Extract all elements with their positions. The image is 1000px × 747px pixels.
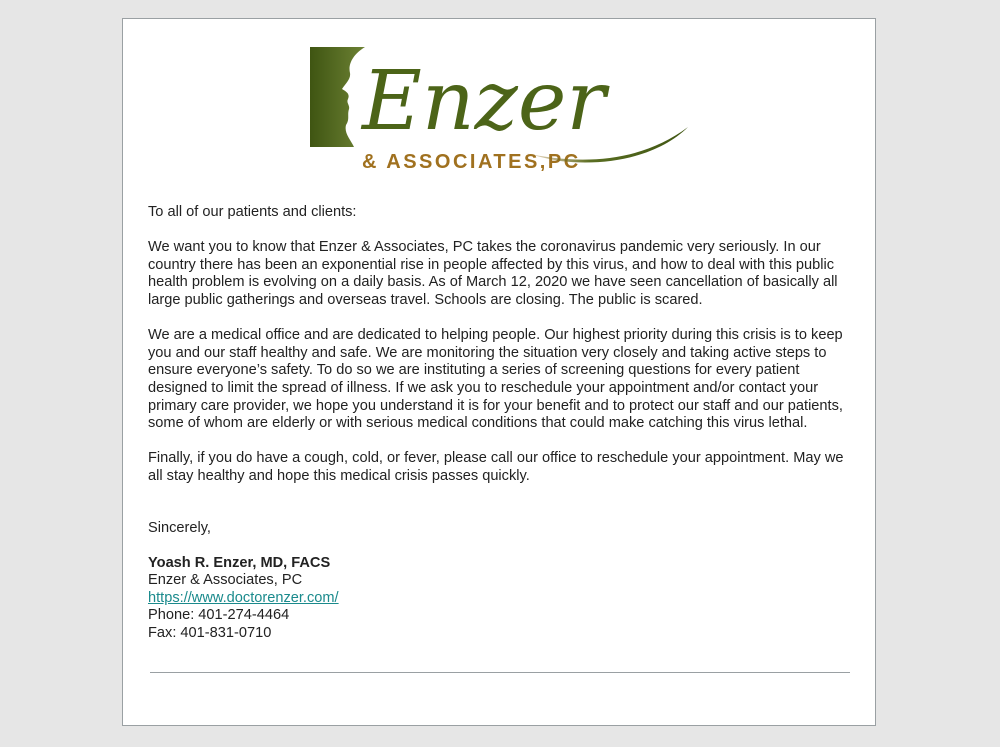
face-profile-icon	[310, 47, 365, 147]
signature-block	[148, 555, 853, 643]
greeting: To all of our patients and clients:	[148, 204, 357, 220]
signature-phone: Phone: 401-274-4464	[148, 607, 290, 624]
closing: Sincerely,	[148, 519, 211, 536]
letter-page	[122, 18, 876, 726]
paragraph-3: Finally, if you do have a cough, cold, or fever, please call our office to reschedule your appointment. May we all stay healthy and hope this medical crisis passes quickly.	[148, 450, 844, 484]
logo-wordmark: Enzer	[362, 54, 606, 149]
company-logo	[310, 43, 695, 171]
logo-subtitle: & ASSOCIATES,PC	[362, 151, 581, 171]
letter-body	[148, 204, 853, 643]
signature-company: Enzer & Associates, PC	[148, 572, 303, 589]
signature-fax: Fax: 401-831-0710	[148, 625, 272, 642]
signature-name: Yoash R. Enzer, MD, FACS	[148, 554, 331, 571]
footer-divider	[150, 672, 850, 673]
paragraph-1: We want you to know that Enzer & Associates, PC takes the coronavirus pandemic very seriously. In our country there has been an exponential rise in people affected by this virus, and how to deal with this public health problem is evolving on a daily basis. As of March 12, 2020 we have seen cancellation of basically all large public gatherings and overseas travel. Schools are closing. The public is scared.	[148, 239, 838, 308]
website-link[interactable]: https://www.doctorenzer.com/	[148, 589, 339, 606]
paragraph-2: We are a medical office and are dedicated to helping people. Our highest priority during this crisis is to keep you and our staff healthy and safe. We are monitoring the situation very closely and taking active steps to ensure everyone’s safety. To do so we are instituting a series of screening questions for every patient designed to limit the spread of illness. If we ask you to reschedule your appointment and/or contact your primary care provider, we hope you understand it is for your benefit and to protect our staff and our patients, some of whom are elderly or with serious medical conditions that could make catching this virus lethal.	[148, 327, 843, 432]
